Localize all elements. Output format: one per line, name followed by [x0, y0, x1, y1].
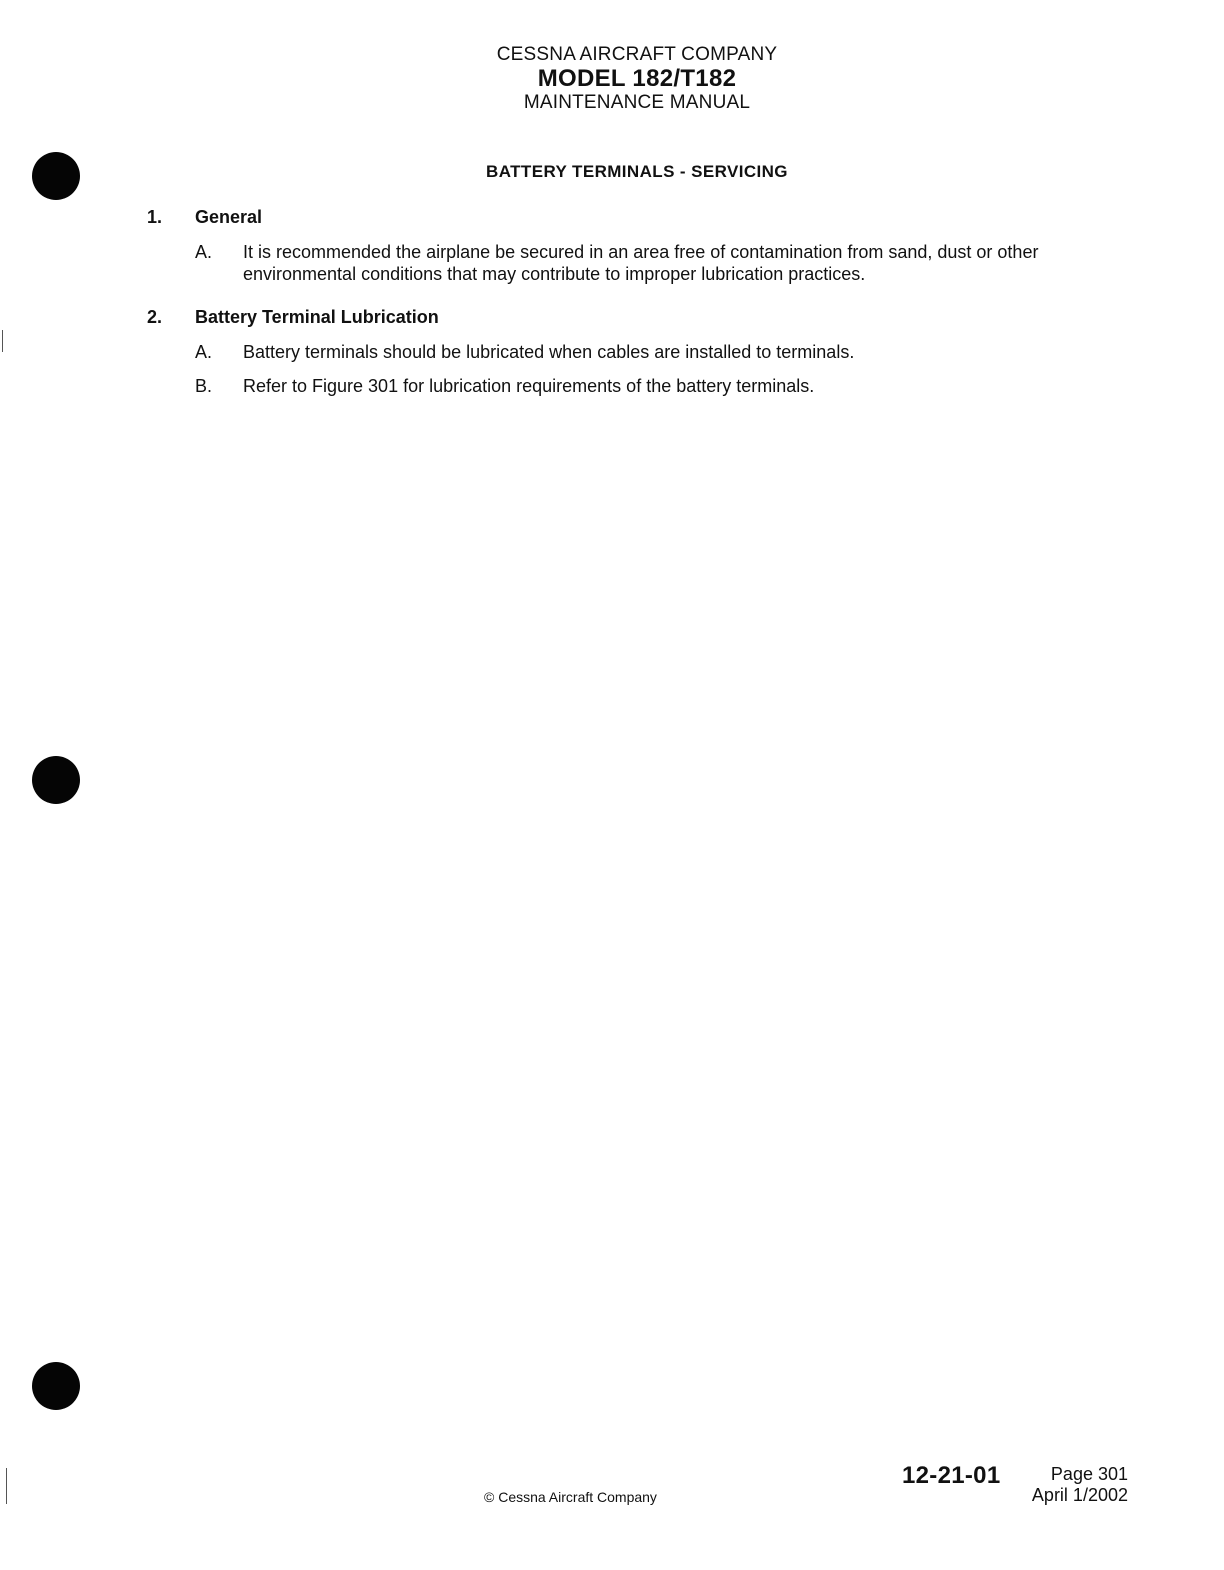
- sub-item-letter: A.: [195, 242, 213, 262]
- paragraph-heading-general: [147, 207, 262, 228]
- paragraph-title: General: [195, 207, 263, 227]
- model-title: MODEL 182/T182: [537, 65, 737, 92]
- footer-page-info: [1032, 1464, 1128, 1506]
- paragraph-heading-lubrication: [147, 307, 439, 328]
- section-title: BATTERY TERMINALS - SERVICING: [486, 162, 788, 181]
- paragraph-title: Battery Terminal Lubrication: [195, 307, 439, 327]
- sub-item-letter: B.: [195, 376, 213, 396]
- manual-title: MAINTENANCE MANUAL: [523, 92, 751, 113]
- footer-date: April 1/2002: [1031, 1485, 1128, 1505]
- paragraph-number: 1.: [147, 207, 163, 227]
- margin-mark: [6, 1468, 7, 1504]
- sub-item-lubrication-a: [195, 341, 1135, 363]
- footer-copyright: © Cessna Aircraft Company: [484, 1489, 657, 1505]
- sub-item-text: Battery terminals should be lubricated when cables are installed to terminals.: [243, 342, 855, 362]
- paragraph-number: 2.: [147, 307, 163, 327]
- page-header: [0, 44, 1224, 114]
- sub-item-text: Refer to Figure 301 for lubrication requirements of the battery terminals.: [243, 376, 815, 396]
- footer-page-number: Page 301: [1050, 1464, 1128, 1484]
- punch-hole-middle: [32, 756, 80, 804]
- sub-item-lubrication-b: [195, 375, 1135, 397]
- company-name: CESSNA AIRCRAFT COMPANY: [496, 44, 778, 65]
- sub-item-text: It is recommended the airplane be secured in an area free of contamination from sand, dust or other environmental conditions that may contribute to improper lubrication practices.: [243, 242, 1039, 284]
- footer-chapter-number: 12-21-01: [902, 1462, 1001, 1489]
- punch-hole-bottom: [32, 1362, 80, 1410]
- sub-item-letter: A.: [195, 342, 213, 362]
- sub-item-general-a: [195, 241, 1135, 285]
- margin-mark: [2, 330, 3, 352]
